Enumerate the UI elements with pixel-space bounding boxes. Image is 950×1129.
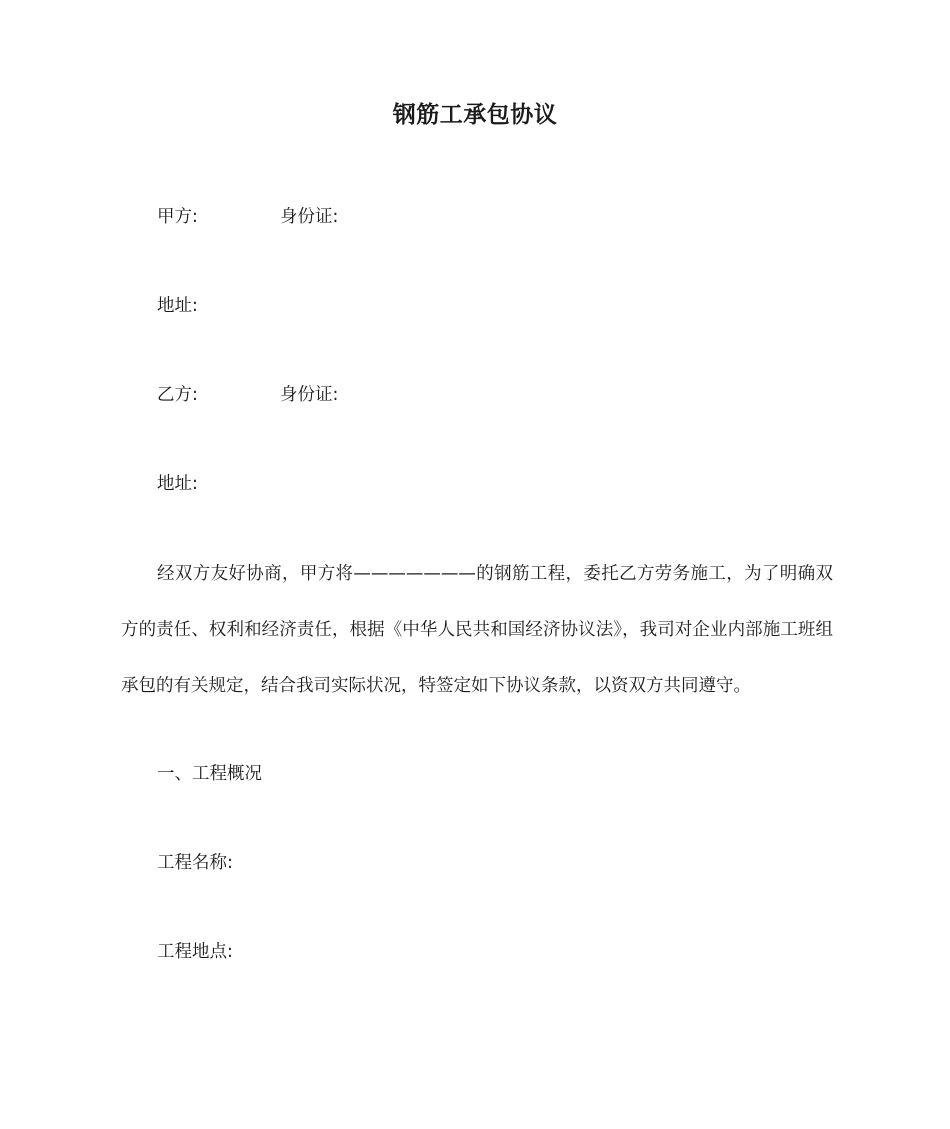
party-a-line bbox=[157, 205, 338, 229]
document-title: 钢筋工承包协议 bbox=[392, 102, 558, 128]
party-a-id-label: 身份证: bbox=[280, 207, 339, 227]
party-b-label: 乙方: bbox=[157, 385, 198, 405]
project-location-line bbox=[157, 940, 233, 964]
project-name-line bbox=[157, 851, 233, 875]
party-b-id-label: 身份证: bbox=[280, 385, 339, 405]
party-a-label: 甲方: bbox=[157, 207, 198, 227]
party-b-line bbox=[157, 383, 338, 407]
project-location-label: 工程地点: bbox=[157, 942, 233, 962]
project-name-label: 工程名称: bbox=[157, 853, 233, 873]
section-1-heading: 一、工程概况 bbox=[157, 764, 262, 784]
party-b-address-label: 地址: bbox=[157, 474, 198, 494]
party-b-address-line bbox=[157, 472, 198, 496]
party-a-address-line bbox=[157, 294, 198, 318]
party-a-address-label: 地址: bbox=[157, 296, 198, 316]
intro-paragraph: 经双方友好协商，甲方将———————的钢筋工程，委托乙方劳务施工，为了明确双方的责任、权利和经济责任，根据《中华人民共和国经济协议法》，我司对企业内部施工班组承包的有关规定，结合我司实际状况，特签定如下协议条款，以资双方共同遵守。 bbox=[121, 564, 833, 696]
